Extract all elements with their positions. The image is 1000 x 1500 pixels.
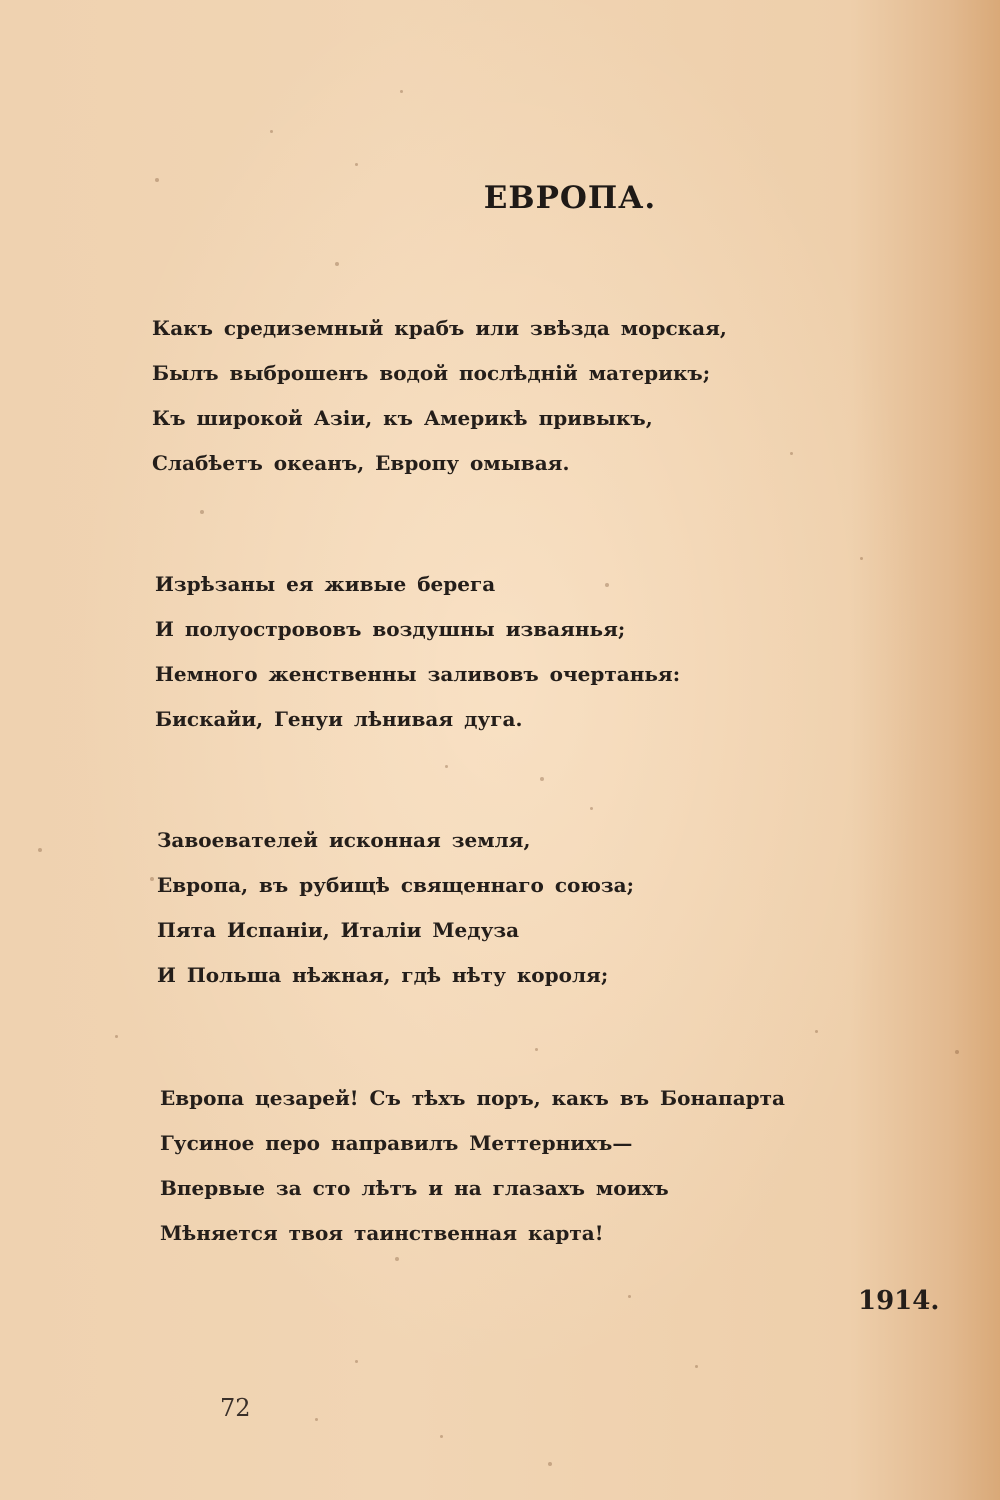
poem-year: 1914. (858, 1286, 940, 1316)
poem-line: Былъ выброшенъ водой послѣднiй материкъ; (152, 361, 711, 385)
poem-line: Какъ средиземный крабъ или звѣзда морская, (152, 316, 727, 340)
poem-line: И Польша нѣжная, гдѣ нѣту короля; (157, 963, 609, 987)
poem-line: Бискайи, Генуи лѣнивая дуга. (155, 707, 523, 731)
poem-line: Гусиное перо направилъ Меттернихъ— (160, 1131, 633, 1155)
paper-speck (860, 557, 863, 560)
poem-line: Европа, въ рубищѣ священнаго союза; (157, 873, 634, 897)
paper-speck (315, 1418, 318, 1421)
paper-speck (355, 163, 358, 166)
poem-line: Европа цезарей! Съ тѣхъ поръ, какъ въ Бонапарта (160, 1086, 785, 1110)
paper-speck (335, 262, 339, 266)
paper-speck (590, 807, 593, 810)
poem-line: Къ широкой Азiи, къ Америкѣ привыкъ, (152, 406, 653, 430)
page-number: 72 (220, 1394, 251, 1422)
paper-speck (270, 130, 273, 133)
poem-line: Изрѣзаны ея живые берега (155, 572, 496, 596)
poem-line: Впервые за сто лѣтъ и на глазахъ моихъ (160, 1176, 669, 1200)
paper-speck (355, 1360, 358, 1363)
poem-line: Мѣняется твоя таинственная карта! (160, 1221, 604, 1245)
paper-speck (115, 1035, 118, 1038)
paper-speck (548, 1462, 552, 1466)
paper-speck (628, 1295, 631, 1298)
poem-line: Слабѣетъ океанъ, Европу омывая. (152, 451, 570, 475)
poem-line: Завоевателей исконная земля, (157, 828, 531, 852)
stanza-3 (0, 818, 997, 998)
paper-speck (695, 1365, 698, 1368)
poem-line: Пята Испанiи, Италiи Медуза (157, 918, 520, 942)
paper-speck (955, 1050, 959, 1054)
paper-speck (445, 765, 448, 768)
stanza-4 (0, 1076, 1000, 1256)
paper-speck (815, 1030, 818, 1033)
poem-title: ЕВРОПА. (483, 180, 657, 216)
stanza-1 (0, 306, 992, 486)
poem-line: Немного женственны заливовъ очертанья: (155, 662, 681, 686)
stanza-2 (0, 562, 995, 742)
paper-speck (200, 510, 204, 514)
paper-speck (395, 1257, 399, 1261)
paper-speck (535, 1048, 538, 1051)
paper-speck (400, 90, 403, 93)
paper-speck (440, 1435, 443, 1438)
poem-line: И полуострововъ воздушны изваянья; (155, 617, 626, 641)
paper-speck (540, 777, 544, 781)
